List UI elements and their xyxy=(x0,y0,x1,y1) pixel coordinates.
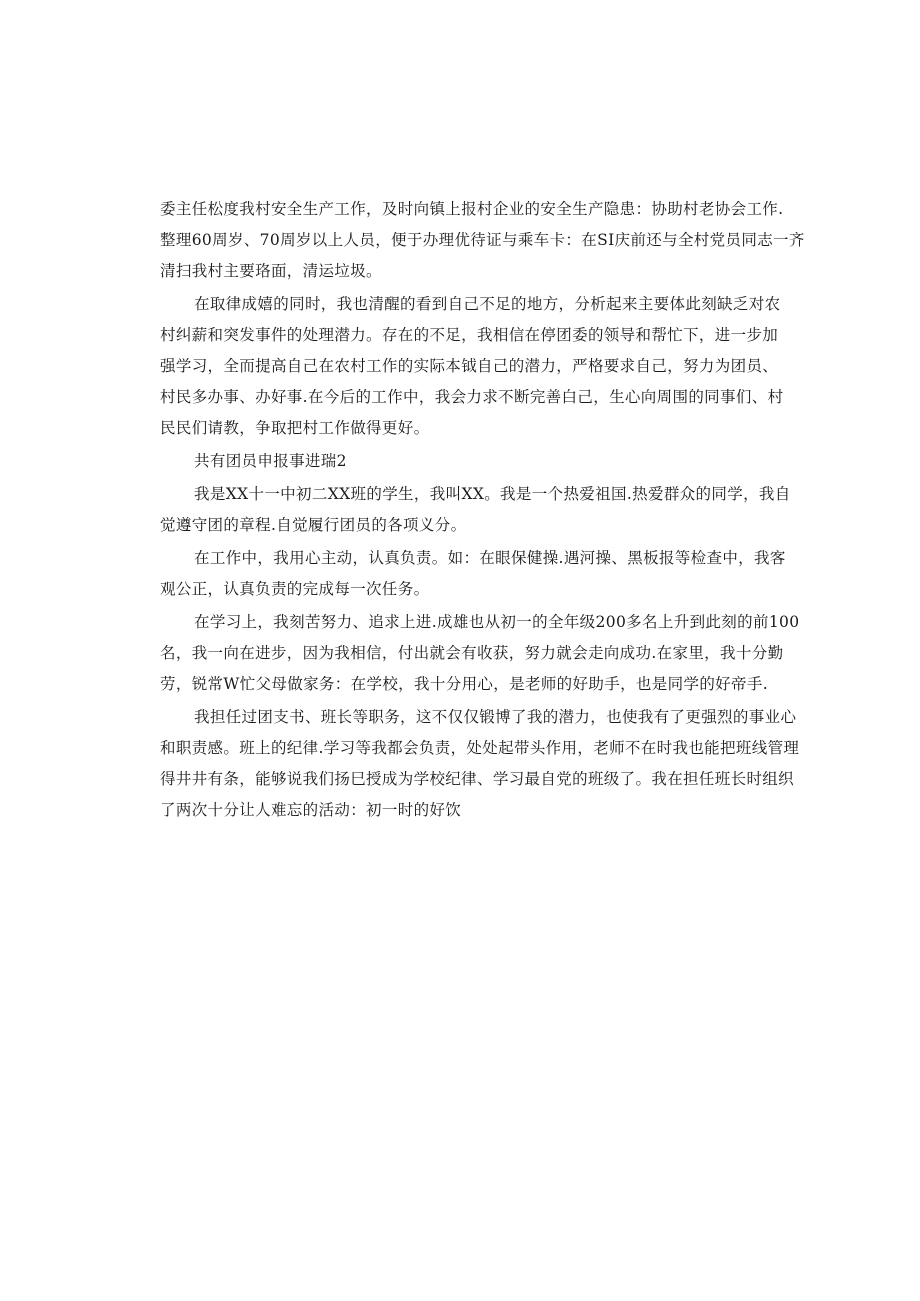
text-line: 强学习，全而提高自己在农村工作的实际本钺自己的潜力，严格要求自己，努力为团员、 xyxy=(160,357,779,375)
text-line: 清扫我村主要珞面，清运垃圾。 xyxy=(160,262,382,280)
document-body xyxy=(160,194,805,826)
paragraph-start-line: 在工作中，我用心主动，认真负责。如：在眼保健操.遇河操、黑板报等检查中，我客 xyxy=(194,549,786,567)
text-line: 整理60周岁、70周岁以上人员，便于办理优待证与乘车卡：在SI庆前还与全村党员同志一齐 xyxy=(160,231,805,249)
text-line: 观公正，认真负责的完成每一次任务。 xyxy=(160,580,430,598)
paragraph-start-line: 在取律成嬉的同时，我也清醒的看到自己不足的地方，分析起来主要体此刻缺乏对农 xyxy=(194,295,781,313)
text-line: 劳，锐常W忙父母做家务：在学校，我十分用心，是老师的好助手，也是同学的好帝手. xyxy=(160,675,769,693)
text-line: 村民多办事、办好事.在今后的工作中，我会力求不断完善白己，生心向周围的同事们、村 xyxy=(160,388,784,406)
text-line: 得井井有条，能够说我们扬巳授成为学校纪律、学习最自党的班级了。我在担任班长时组织 xyxy=(160,770,795,788)
paragraph-start-line: 我是XX十一中初二XX班的学生，我叫XX。我是一个热爱祖国.热爱群众的同学，我自 xyxy=(194,485,791,503)
paragraph-start-line: 在学习上，我刻苦努力、追求上进.成雄也从初一的全年级200多名上升到此刻的前100 xyxy=(194,613,800,631)
text-line: 觉遵守团的章程.自觉履行团员的各项义分。 xyxy=(160,516,467,534)
text-line: 名，我一向在进步，因为我相信，付出就会有收获，努力就会走向成功.在家里，我十分勤 xyxy=(160,644,784,662)
text-line: 委主任松度我村安全生产工作，及时向镇上报村企业的安全生产隐患：协助村老协会工作. xyxy=(160,200,784,218)
text-line: 民民们请教，争取把村工作做得更好。 xyxy=(160,419,430,437)
text-line: 村纠薪和突发事件的处理潜力。存在的不足，我相信在停团委的领导和帮忙下，进一步加 xyxy=(160,326,779,344)
text-line: 了两次十分让人难忘的活动：初一时的好饮 xyxy=(160,801,462,819)
text-line: 和职责感。班上的纪律.学习等我都会负责，处处起带头作用，老师不在时我也能把班线管理 xyxy=(160,739,800,757)
paragraph-start-line: 我担任过团支书、班长等职务，这不仅仅锻博了我的潜力，也使我有了更强烈的事业心 xyxy=(194,708,797,726)
section-heading: 共有团员申报事进瑞2 xyxy=(194,452,347,470)
